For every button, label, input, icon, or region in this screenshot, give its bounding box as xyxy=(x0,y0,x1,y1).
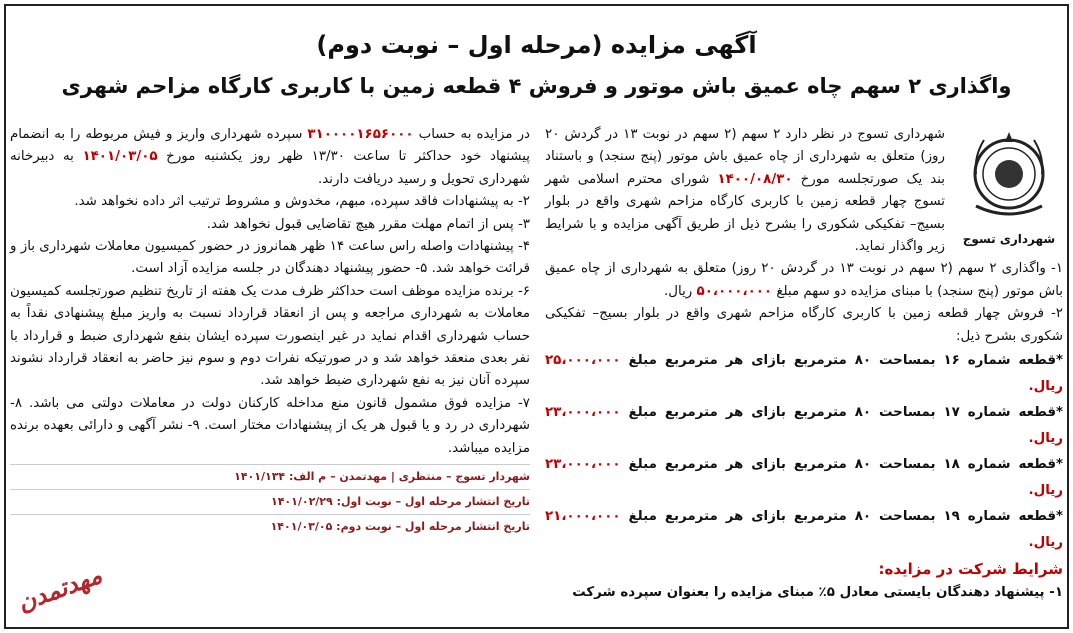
item-1-text: ۱- واگذاری ۲ سهم (۲ سهم در نوبت ۱۳ در گردش ۲۰ روز) متعلق به شهرداری از چاه عمیق باش موتور (پنج سنجد) با مبنای مزایده دو سهم مبلغ xyxy=(545,261,1064,299)
condition-4 xyxy=(10,236,530,281)
ad-title: آگهی مزایده (مرحله اول – نوبت دوم) xyxy=(316,31,757,59)
lot-text: *قطعه شماره ۱۷ بمساحت ۸۰ مترمربع بازای هر مترمربع مبلغ xyxy=(628,405,1064,421)
cond1-b: سپرده شهرداری واریز و فیش مربوطه را به انضمام پیشنهاد خود حداکثر تا ساعت ۱۳/۳۰ ظهر روز یکشنبه مورخ xyxy=(10,127,530,165)
lot-16 xyxy=(545,348,1063,400)
footer-signature: شهردار تسوج – منتظری | مهدتمدن – م الف: ۱۴۰۱/۱۳۴ xyxy=(10,464,530,489)
conditions-title: شرایط شرکت در مزایده: xyxy=(878,560,1063,579)
footer xyxy=(10,464,530,539)
intro-text: شهرداری تسوج در نظر دارد ۲ سهم (۲ سهم در نوبت ۱۳ در گردش ۲۰ روز) متعلق به شهرداری از چاه عمیق باش موتور (پنج سنجد) و باستناد بند یک صورتجلسه مورخ xyxy=(545,127,945,187)
cond9-text: ۹- نشر آگهی و دارائی بعهده برنده مزایده میباشد. xyxy=(10,418,530,456)
lot-text: *قطعه شماره ۱۹ بمساحت ۸۰ مترمربع بازای هر مترمربع مبلغ xyxy=(628,509,1064,525)
condition-3: ۳- پس از اتمام مهلت مقرر هیچ تقاضایی قبول نخواهد شد. xyxy=(206,216,530,232)
cond8-text: ۸- شهرداری در رد و یا قبول هر یک از پیشنهادات مختار است. xyxy=(10,395,530,434)
condition-1: ۱- پیشنهاد دهندگان بایستی معادل ۵٪ مبنای مزایده را بعنوان سپرده شرکت xyxy=(572,585,1063,601)
lot-17 xyxy=(545,400,1063,452)
condition-2: ۲- به پیشنهادات فاقد سپرده، مبهم، مخدوش و مشروط ترتیب اثر داده نخواهد شد. xyxy=(74,194,530,210)
footer-publish-1: تاریخ انتشار مرحله اول – نوبت اول: ۱۴۰۱/۰۲/۲۹ xyxy=(10,489,530,514)
lot-price: ۲۳،۰۰۰،۰۰۰ ریال. xyxy=(545,405,1063,447)
footer-publish-2: تاریخ انتشار مرحله اول – نوبت دوم: ۱۴۰۱/۰۳/۰۵ xyxy=(10,514,530,539)
lot-price: ۲۱،۰۰۰،۰۰۰ ریال. xyxy=(545,509,1063,551)
cond7-text: ۷- مزایده فوق مشمول قانون منع مداخله کارکنان دولت در معاملات دولتی می باشد. xyxy=(28,395,530,411)
logo-label: شهرداری تسوج xyxy=(962,232,1056,246)
intro-date: ۱۴۰۰/۰۸/۳۰ xyxy=(717,171,793,187)
lot-text: *قطعه شماره ۱۶ بمساحت ۸۰ مترمربع بازای هر مترمربع مبلغ xyxy=(628,353,1064,369)
cond1-c: به دبیرخانه شهرداری تحویل و رسید دریافت دارند. xyxy=(10,149,530,187)
lot-price: ۲۳،۰۰۰،۰۰۰ ریال. xyxy=(545,457,1063,499)
lot-19 xyxy=(545,504,1063,556)
right-column xyxy=(545,124,1063,604)
cond4-text: ۴- پیشنهادات واصله راس ساعت ۱۴ ظهر همانروز در حضور کمیسیون معاملات شهرداری باز و قرائت خواهد شد. xyxy=(10,239,530,277)
condition-6: ۶- برنده مزایده موظف است حداکثر ظرف مدت یک هفته از تاریخ تنظیم صورتجلسه کمیسیون معاملات به شهرداری مراجعه و پس از انعقاد قرارداد نسبت به واریز مبلغ پیشنهادی نقداً به حساب شهرداری اقدام نماید در غیر اینصورت سپرده ایشان بنفع شهرداری ضبط و قرارداد با نفر بعدی منعقد خواهد شد و در صورتیکه نفرات دوم و سوم نیز حاضر به انعقاد قرارداد نشوند سپرده آنان نیز به نفع شهرداری ضبط خواهد شد. xyxy=(10,283,530,389)
cond5-text: ۵- حضور پیشنهاد دهندگان در جلسه مزایده آزاد است. xyxy=(131,261,428,277)
intro-rest: شورای محترم اسلامی شهر تسوج چهار قطعه زمین با کاربری کارگاه مزاحم شهری واقع در بلوار بسیج– تفکیکی شکوری را بشرح ذیل از طریق آگهی مزایده و با شرایط زیر واگذار نماید. xyxy=(545,171,945,255)
deadline-date: ۱۴۰۱/۰۳/۰۵ xyxy=(82,149,158,165)
lot-18 xyxy=(545,452,1063,504)
ad-subtitle: واگذاری ۲ سهم چاه عمیق باش موتور و فروش ۴ قطعه زمین با کاربری کارگاه مزاحم شهری xyxy=(61,74,1012,98)
left-column xyxy=(10,124,530,539)
item-1 xyxy=(545,258,1063,303)
cond1-a: در مزایده به حساب xyxy=(413,127,530,142)
item-2: ۲- فروش چهار قطعه زمین با کاربری کارگاه مزاحم شهری واقع در بلوار بسیج– تفکیکی شکوری بشرح ذیل: xyxy=(545,306,1063,344)
lot-price: ۲۵،۰۰۰،۰۰۰ ریال. xyxy=(545,353,1063,395)
logo-spacer xyxy=(945,124,1063,246)
newspaper-brand-logo: مهدتمدن xyxy=(13,560,106,618)
condition-7-8 xyxy=(10,393,530,460)
item-1-price: ۵۰،۰۰۰،۰۰۰ xyxy=(696,283,773,299)
lot-text: *قطعه شماره ۱۸ بمساحت ۸۰ مترمربع بازای هر مترمربع مبلغ xyxy=(628,457,1064,473)
item-1-unit: ریال. xyxy=(664,283,697,299)
condition-1-continued xyxy=(10,124,530,191)
account-number: ۳۱۰۰۰۰۱۶۵۶۰۰۰ xyxy=(307,127,414,142)
